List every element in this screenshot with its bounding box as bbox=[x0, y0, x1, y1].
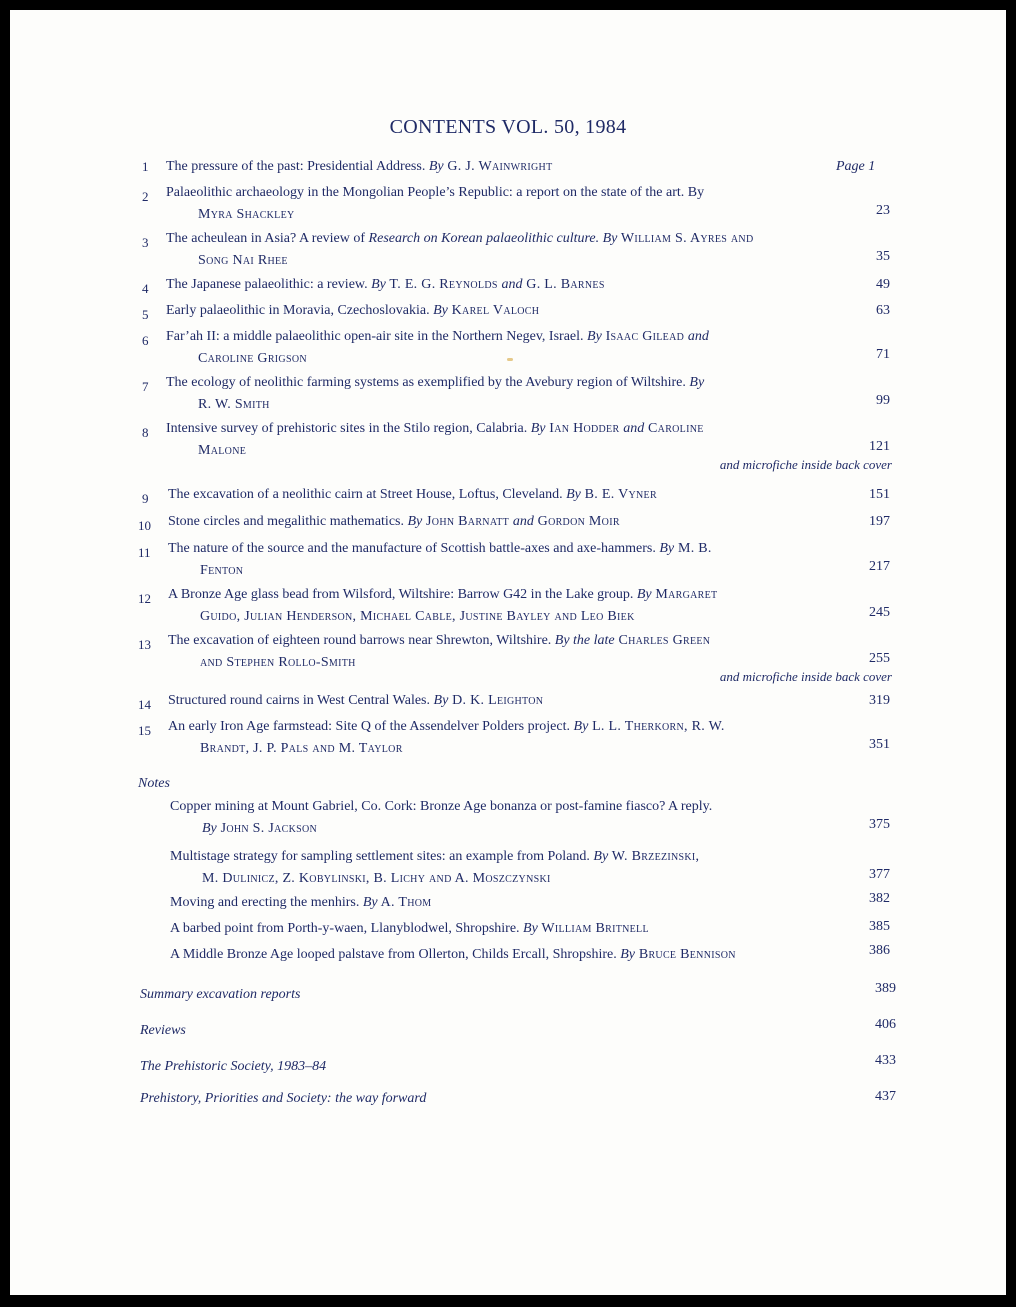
page-number: 197 bbox=[869, 514, 890, 529]
page-number: 217 bbox=[869, 559, 890, 574]
page-number: 386 bbox=[869, 943, 890, 958]
note-author-line: M. Dulinicz, Z. Kobylinski, B. Lichy and A. Moszczynski bbox=[202, 871, 551, 886]
entry-number: 9 bbox=[142, 491, 149, 506]
entry-title-line: Intensive survey of prehistoric sites in the Stilo region, Calabria. By Ian Hodder and Caroline bbox=[166, 421, 704, 436]
entry-title-line: Palaeolithic archaeology in the Mongolian People’s Republic: a report on the state of the art. By bbox=[166, 185, 705, 200]
page-number: 99 bbox=[876, 393, 890, 408]
page-number: 49 bbox=[876, 277, 890, 292]
entry-title-line: An early Iron Age farmstead: Site Q of the Assendelver Polders project. By L. L. Therkorn, R. W. bbox=[168, 719, 725, 734]
note-author-line: By John S. Jackson bbox=[202, 821, 318, 836]
entry-title-line: Early palaeolithic in Moravia, Czechoslovakia. By Karel Valoch bbox=[166, 303, 540, 318]
entry-author-line: Fenton bbox=[200, 563, 244, 578]
entry-number: 1 bbox=[142, 159, 149, 174]
entry-title-line: The nature of the source and the manufacture of Scottish battle-axes and axe-hammers. By M. B. bbox=[168, 541, 712, 556]
page-number: 351 bbox=[869, 737, 890, 752]
entry-author-line: Caroline Grigson bbox=[198, 351, 307, 366]
page-number: 71 bbox=[876, 347, 890, 362]
page-number: 382 bbox=[869, 891, 890, 906]
entry-number: 6 bbox=[142, 333, 149, 348]
page-number: 319 bbox=[869, 693, 890, 708]
entry-title-line: Structured round cairns in West Central Wales. By D. K. Leighton bbox=[168, 693, 544, 708]
entry-author-line: Malone bbox=[198, 443, 247, 458]
note-title-line: Copper mining at Mount Gabriel, Co. Cork: Bronze Age bonanza or post-famine fiasco? A reply. bbox=[170, 799, 713, 814]
entry-number: 12 bbox=[138, 591, 151, 606]
entry-title-line: The acheulean in Asia? A review of Research on Korean palaeolithic culture. By William S. Ayres and bbox=[166, 231, 754, 246]
page-number: 35 bbox=[876, 249, 890, 264]
entry-author-line: Song Nai Rhee bbox=[198, 253, 288, 268]
page-label: Page 1 bbox=[836, 159, 876, 174]
entry-number: 10 bbox=[138, 518, 151, 533]
page-number: 63 bbox=[876, 303, 890, 318]
page-number: 406 bbox=[875, 1017, 896, 1032]
microfiche-note: and microfiche inside back cover bbox=[719, 457, 892, 472]
entry-number: 3 bbox=[142, 235, 149, 250]
note-title-line: A Middle Bronze Age looped palstave from Ollerton, Childs Ercall, Shropshire. By Bruce Bennison bbox=[170, 947, 736, 962]
note-title-line: Moving and erecting the menhirs. By A. Thom bbox=[170, 895, 432, 910]
entry-title-line: Far’ah II: a middle palaeolithic open-air site in the Northern Negev, Israel. By Isaac Gilead and bbox=[166, 329, 709, 344]
page-number: 437 bbox=[875, 1089, 896, 1104]
entry-number: 2 bbox=[142, 189, 149, 204]
entry-author-line: R. W. Smith bbox=[198, 397, 270, 412]
page-number: 375 bbox=[869, 817, 890, 832]
page-number: 121 bbox=[869, 439, 890, 454]
entry-title-line: Stone circles and megalithic mathematics. By John Barnatt and Gordon Moir bbox=[168, 514, 620, 529]
entry-number: 5 bbox=[142, 307, 149, 322]
entry-title-line: The excavation of a neolithic cairn at Street House, Loftus, Cleveland. By B. E. Vyner bbox=[168, 487, 657, 502]
entry-author-line: Guido, Julian Henderson, Michael Cable, Justine Bayley and Leo Biek bbox=[200, 609, 635, 624]
page-number: 255 bbox=[869, 651, 890, 666]
entry-number: 13 bbox=[138, 637, 151, 652]
section-label: The Prehistoric Society, 1983–84 bbox=[140, 1059, 327, 1074]
entry-title-line: The excavation of eighteen round barrows near Shrewton, Wiltshire. By the late Charles Green bbox=[168, 633, 711, 648]
entry-number: 11 bbox=[138, 545, 151, 560]
section-label: Prehistory, Priorities and Society: the way forward bbox=[140, 1091, 427, 1106]
note-title-line: A barbed point from Porth-y-waen, Llanyblodwel, Shropshire. By William Britnell bbox=[170, 921, 649, 936]
page-number: 389 bbox=[875, 981, 896, 996]
section-label: Summary excavation reports bbox=[140, 987, 301, 1002]
entry-number: 8 bbox=[142, 425, 149, 440]
page-number: 385 bbox=[869, 919, 890, 934]
entry-number: 15 bbox=[138, 723, 151, 738]
entry-author-line: Brandt, J. P. Pals and M. Taylor bbox=[200, 741, 403, 756]
entry-number: 4 bbox=[142, 281, 149, 296]
page-number: 245 bbox=[869, 605, 890, 620]
notes-heading: Notes bbox=[138, 776, 170, 791]
page-number: 377 bbox=[869, 867, 890, 882]
entry-title-line: The Japanese palaeolithic: a review. By T. E. G. Reynolds and G. L. Barnes bbox=[166, 277, 605, 292]
entry-author-line: and Stephen Rollo-Smith bbox=[200, 655, 356, 670]
entry-author-line: Myra Shackley bbox=[198, 207, 295, 222]
entry-number: 14 bbox=[138, 697, 151, 712]
entry-title-line: The pressure of the past: Presidential Address. By G. J. Wainwright bbox=[166, 159, 553, 174]
page-number: 23 bbox=[876, 203, 890, 218]
note-title-line: Multistage strategy for sampling settlement sites: an example from Poland. By W. Brzezinski, bbox=[170, 849, 700, 864]
page-number: 151 bbox=[869, 487, 890, 502]
microfiche-note: and microfiche inside back cover bbox=[719, 669, 892, 684]
entry-number: 7 bbox=[142, 379, 149, 394]
page-title: CONTENTS VOL. 50, 1984 bbox=[389, 116, 627, 138]
page-number: 433 bbox=[875, 1053, 896, 1068]
entry-title-line: The ecology of neolithic farming systems as exemplified by the Avebury region of Wiltshire. By bbox=[166, 375, 705, 390]
section-label: Reviews bbox=[140, 1023, 186, 1038]
paper-blemish bbox=[507, 358, 513, 361]
contents-page bbox=[10, 10, 1006, 1295]
entry-title-line: A Bronze Age glass bead from Wilsford, Wiltshire: Barrow G42 in the Lake group. By Margaret bbox=[168, 587, 718, 602]
